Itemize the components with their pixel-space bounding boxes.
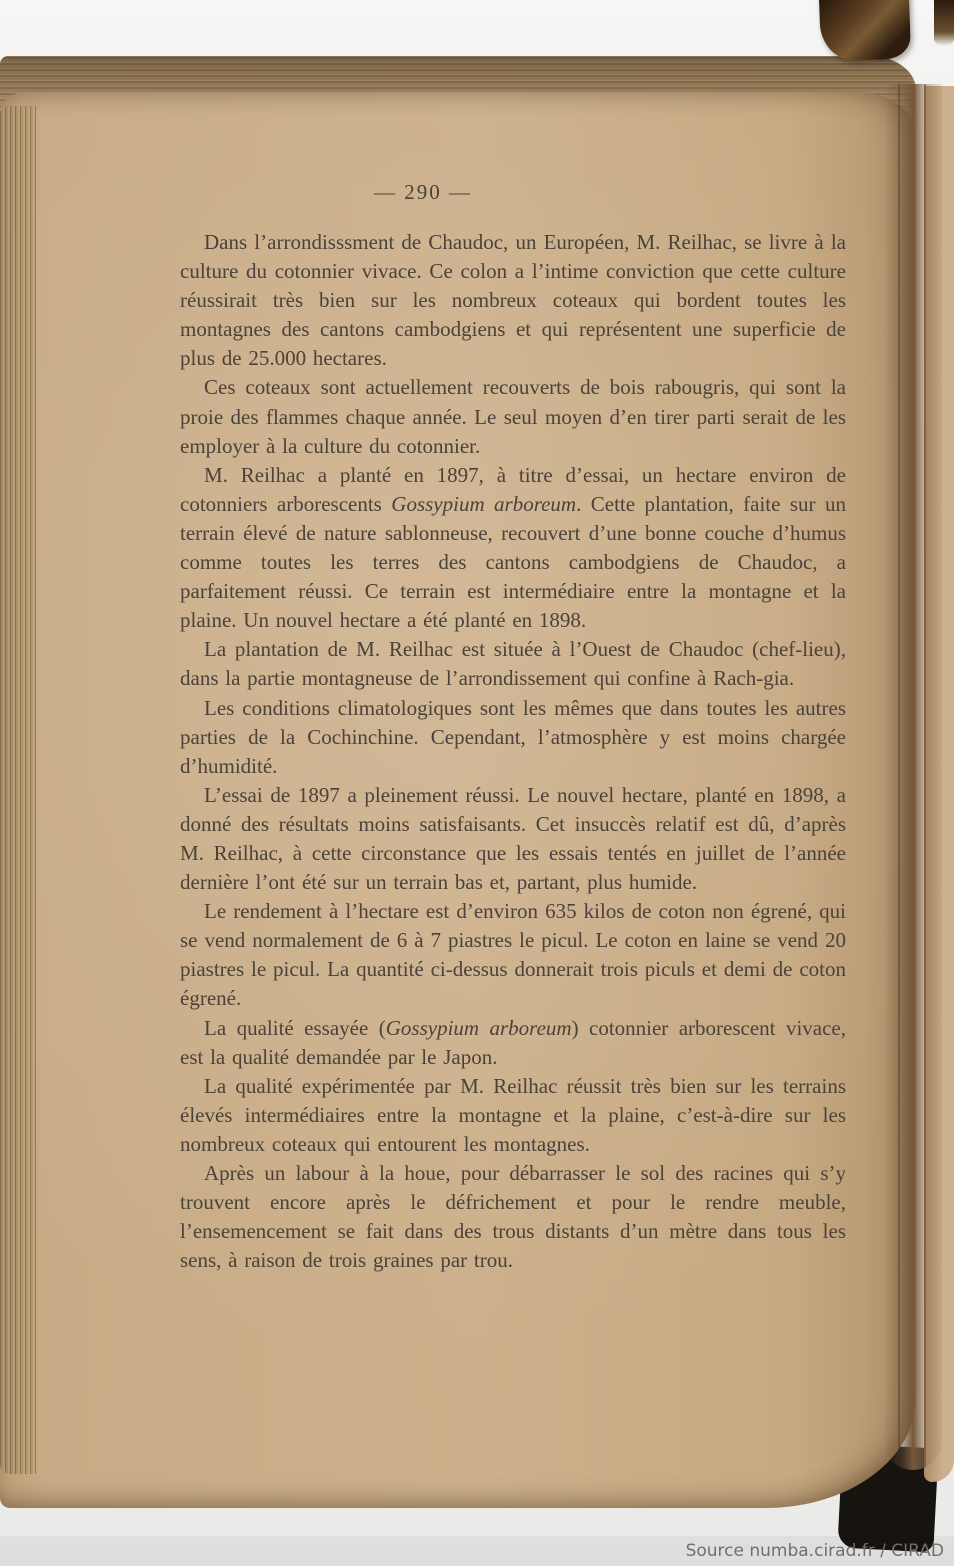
text-run: . Cette plantation, faite sur un terrain élevé de nature sablonneuse, recouvert d’une bonne couche d’humus comme toutes les terres des cantons cambodgiens de Chaudoc, a parfaitement réussi. Ce terrain est intermédiaire entre la montagne et la plaine. Un nouvel hectare a été planté en 1898. — [180, 491, 846, 633]
paragraph — [180, 694, 846, 781]
book-page-edges-left — [0, 106, 36, 1474]
paragraph — [180, 228, 846, 373]
page-number: — 290 — — [374, 180, 472, 204]
species-name-italic: Gossypium arboreum — [385, 1015, 572, 1040]
text-run: M. Reilhac a planté en 1897, à titre d’essai, un hectare environ de cotonniers arborescents — [180, 462, 846, 516]
paragraph — [180, 897, 846, 1013]
text-run: Le rendement à l’hectare est d’environ 635 kilos de coton non égrené, qui se vend normalement de 6 à 7 piastres le picul. Le coton en laine se vend 20 piastres le picul. La quantité ci-dessus donnerait trois piculs et demi de coton égrené. — [180, 899, 846, 1011]
text-run: Dans l’arrondisssment de Chaudoc, un Européen, M. Reilhac, se livre à la culture du cotonnier vivace. Ce colon a l’intime conviction que cette culture réussirait très bien sur les nombreux coteaux qui bordent toutes les montagnes des cantons cambodgiens et qui représentent une superficie de plus de 25.000 hectares. — [180, 230, 846, 371]
species-name-italic: Gossypium arboreum — [391, 491, 577, 516]
leather-strap-edge — [934, 0, 954, 46]
paragraph — [180, 461, 846, 636]
text-run: La plantation de M. Reilhac est située à l’Ouest de Chaudoc (chef-lieu), dans la partie montagneuse de l’arrondissement qui confine à Rach-gia. — [180, 637, 846, 691]
text-run: Les conditions climatologiques sont les mêmes que dans toutes les autres parties de la Cochinchine. Cependant, l’atmosphère y est moins chargée d’humidité. — [180, 695, 846, 778]
text-run: Ces coteaux sont actuellement recouverts de bois rabougris, qui sont la proie des flammes chaque année. Le seul moyen d’en tirer parti serait de les employer à la culture du cotonnier. — [180, 375, 846, 458]
leather-strap — [819, 0, 911, 62]
text-run: L’essai de 1897 a pleinement réussi. Le nouvel hectare, planté en 1898, a donné des résultats moins satisfaisants. Cet insuccès relatif est dû, d’après M. Reilhac, à cette circonstance que les essais tentés en juillet de l’année dernière l’ont été sur un terrain bas et, partant, plus humide. — [180, 782, 846, 895]
body-text — [180, 228, 846, 1275]
paragraph — [180, 781, 846, 897]
book-gutter-fold — [884, 84, 942, 1470]
book-page — [0, 92, 916, 1508]
source-attribution-bar — [0, 1536, 954, 1566]
source-attribution-text: Source numba.cirad.fr / CIRAD — [685, 1541, 944, 1561]
text-run: La qualité essayée ( — [204, 1015, 386, 1040]
paragraph — [180, 373, 846, 460]
paragraph — [180, 1159, 846, 1275]
text-run: Après un labour à la houe, pour débarrasser le sol des racines qui s’y trouvent encore après le défrichement et pour le rendre meuble, l’ensemencement se fait dans des trous distants d’un mètre dans tous les sens, à raison de trois graines par trou. — [180, 1161, 846, 1273]
paragraph — [180, 635, 846, 693]
text-run: La qualité expérimentée par M. Reilhac réussit très bien sur les terrains élevés intermédiaires entre la montagne et la plaine, c’est-à-dire sur les nombreux coteaux qui entourent les montagnes. — [180, 1073, 846, 1156]
text-run: ) cotonnier arborescent vivace, est la qualité demandée par le Japon. — [180, 1015, 846, 1069]
paragraph — [180, 1014, 846, 1072]
paragraph — [180, 1072, 846, 1159]
